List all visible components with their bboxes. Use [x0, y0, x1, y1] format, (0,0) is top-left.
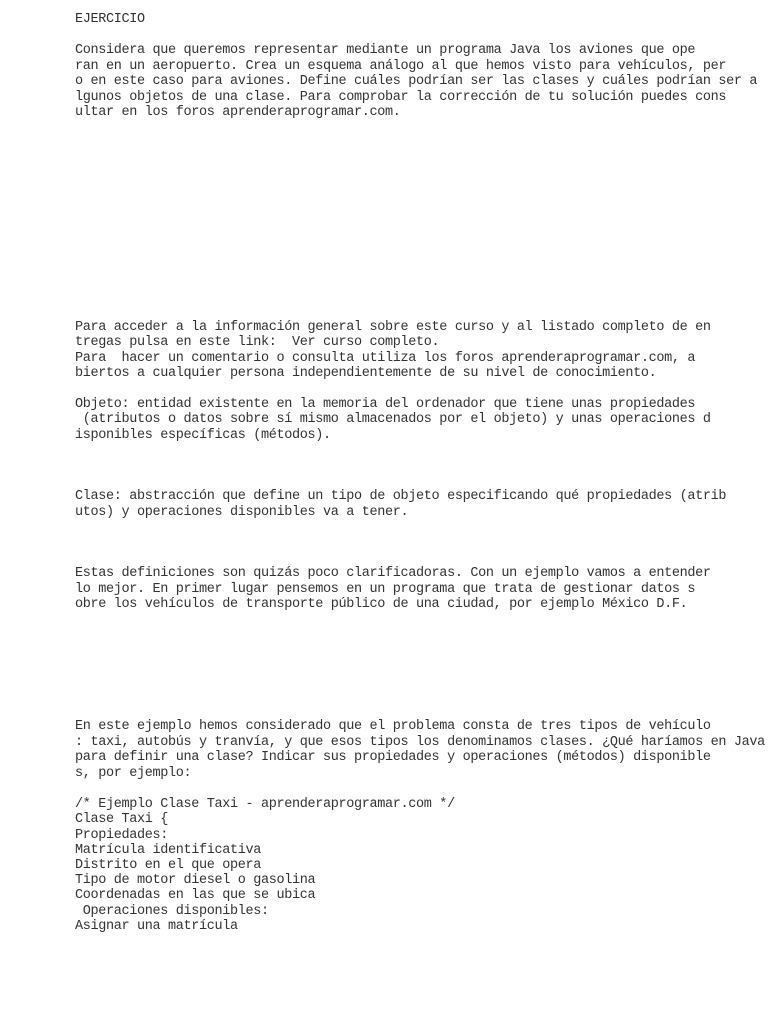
objeto-definition-line-3: isponibles específicas (métodos).	[75, 428, 331, 443]
exercise-text-line-1: Considera que queremos representar mediante un programa Java los aviones que ope	[75, 43, 696, 58]
course-access-line-1: Para acceder a la información general sobre este curso y al listado completo de en	[75, 320, 711, 335]
clase-definition-line-1: Clase: abstracción que define un tipo de objeto especificando qué propiedades (atrib	[75, 489, 727, 504]
exercise-text-line-2: ran en un aeropuerto. Crea un esquema análogo al que hemos visto para vehículos, per	[75, 59, 727, 74]
code-property-distrito: Distrito en el que opera	[75, 858, 262, 873]
example-paragraph-line-1: En este ejemplo hemos considerado que el problema consta de tres tipos de vehículo	[75, 719, 711, 734]
exercise-heading: EJERCICIO	[75, 12, 145, 27]
code-property-matricula: Matrícula identificativa	[75, 843, 262, 858]
example-paragraph-line-2: : taxi, autobús y tranvía, y que esos tipos los denominamos clases. ¿Qué haríamos en Java	[75, 735, 765, 750]
exercise-text-line-4: lgunos objetos de una clase. Para comprobar la corrección de tu solución puedes cons	[75, 90, 727, 105]
code-properties-heading: Propiedades:	[75, 828, 169, 843]
exercise-text-line-3: o en este caso para aviones. Define cuáles podrían ser las clases y cuáles podrían ser a	[75, 74, 758, 89]
code-property-coordenadas: Coordenadas en las que se ubica	[75, 888, 316, 903]
definitions-paragraph-line-3: obre los vehículos de transporte público de una ciudad, por ejemplo México D.F.	[75, 597, 688, 612]
code-comment: /* Ejemplo Clase Taxi - aprenderaprogramar.com */	[75, 797, 455, 812]
objeto-definition-line-2: (atributos o datos sobre sí mismo almacenados por el objeto) y unas operaciones d	[75, 412, 711, 427]
course-access-line-2: tregas pulsa en este link: Ver curso completo.	[75, 335, 440, 350]
example-paragraph-line-3: para definir una clase? Indicar sus propiedades y operaciones (métodos) disponible	[75, 750, 711, 765]
code-operations-heading: Operaciones disponibles:	[75, 904, 269, 919]
clase-definition-line-2: utos) y operaciones disponibles va a tener.	[75, 505, 409, 520]
forum-line-1: Para hacer un comentario o consulta utiliza los foros aprenderaprogramar.com, a	[75, 351, 696, 366]
example-paragraph-line-4: s, por ejemplo:	[75, 766, 192, 781]
code-property-motor: Tipo de motor diesel o gasolina	[75, 873, 316, 888]
code-class-declaration: Clase Taxi {	[75, 812, 169, 827]
objeto-definition-line-1: Objeto: entidad existente en la memoria del ordenador que tiene unas propiedades	[75, 397, 696, 412]
definitions-paragraph-line-1: Estas definiciones son quizás poco clarificadoras. Con un ejemplo vamos a entender	[75, 566, 711, 581]
exercise-text-line-5: ultar en los foros aprenderaprogramar.com.	[75, 105, 401, 120]
code-operation-asignar-matricula: Asignar una matrícula	[75, 919, 238, 934]
forum-line-2: biertos a cualquier persona independientemente de su nivel de conocimiento.	[75, 366, 657, 381]
definitions-paragraph-line-2: lo mejor. En primer lugar pensemos en un programa que trata de gestionar datos s	[75, 582, 696, 597]
